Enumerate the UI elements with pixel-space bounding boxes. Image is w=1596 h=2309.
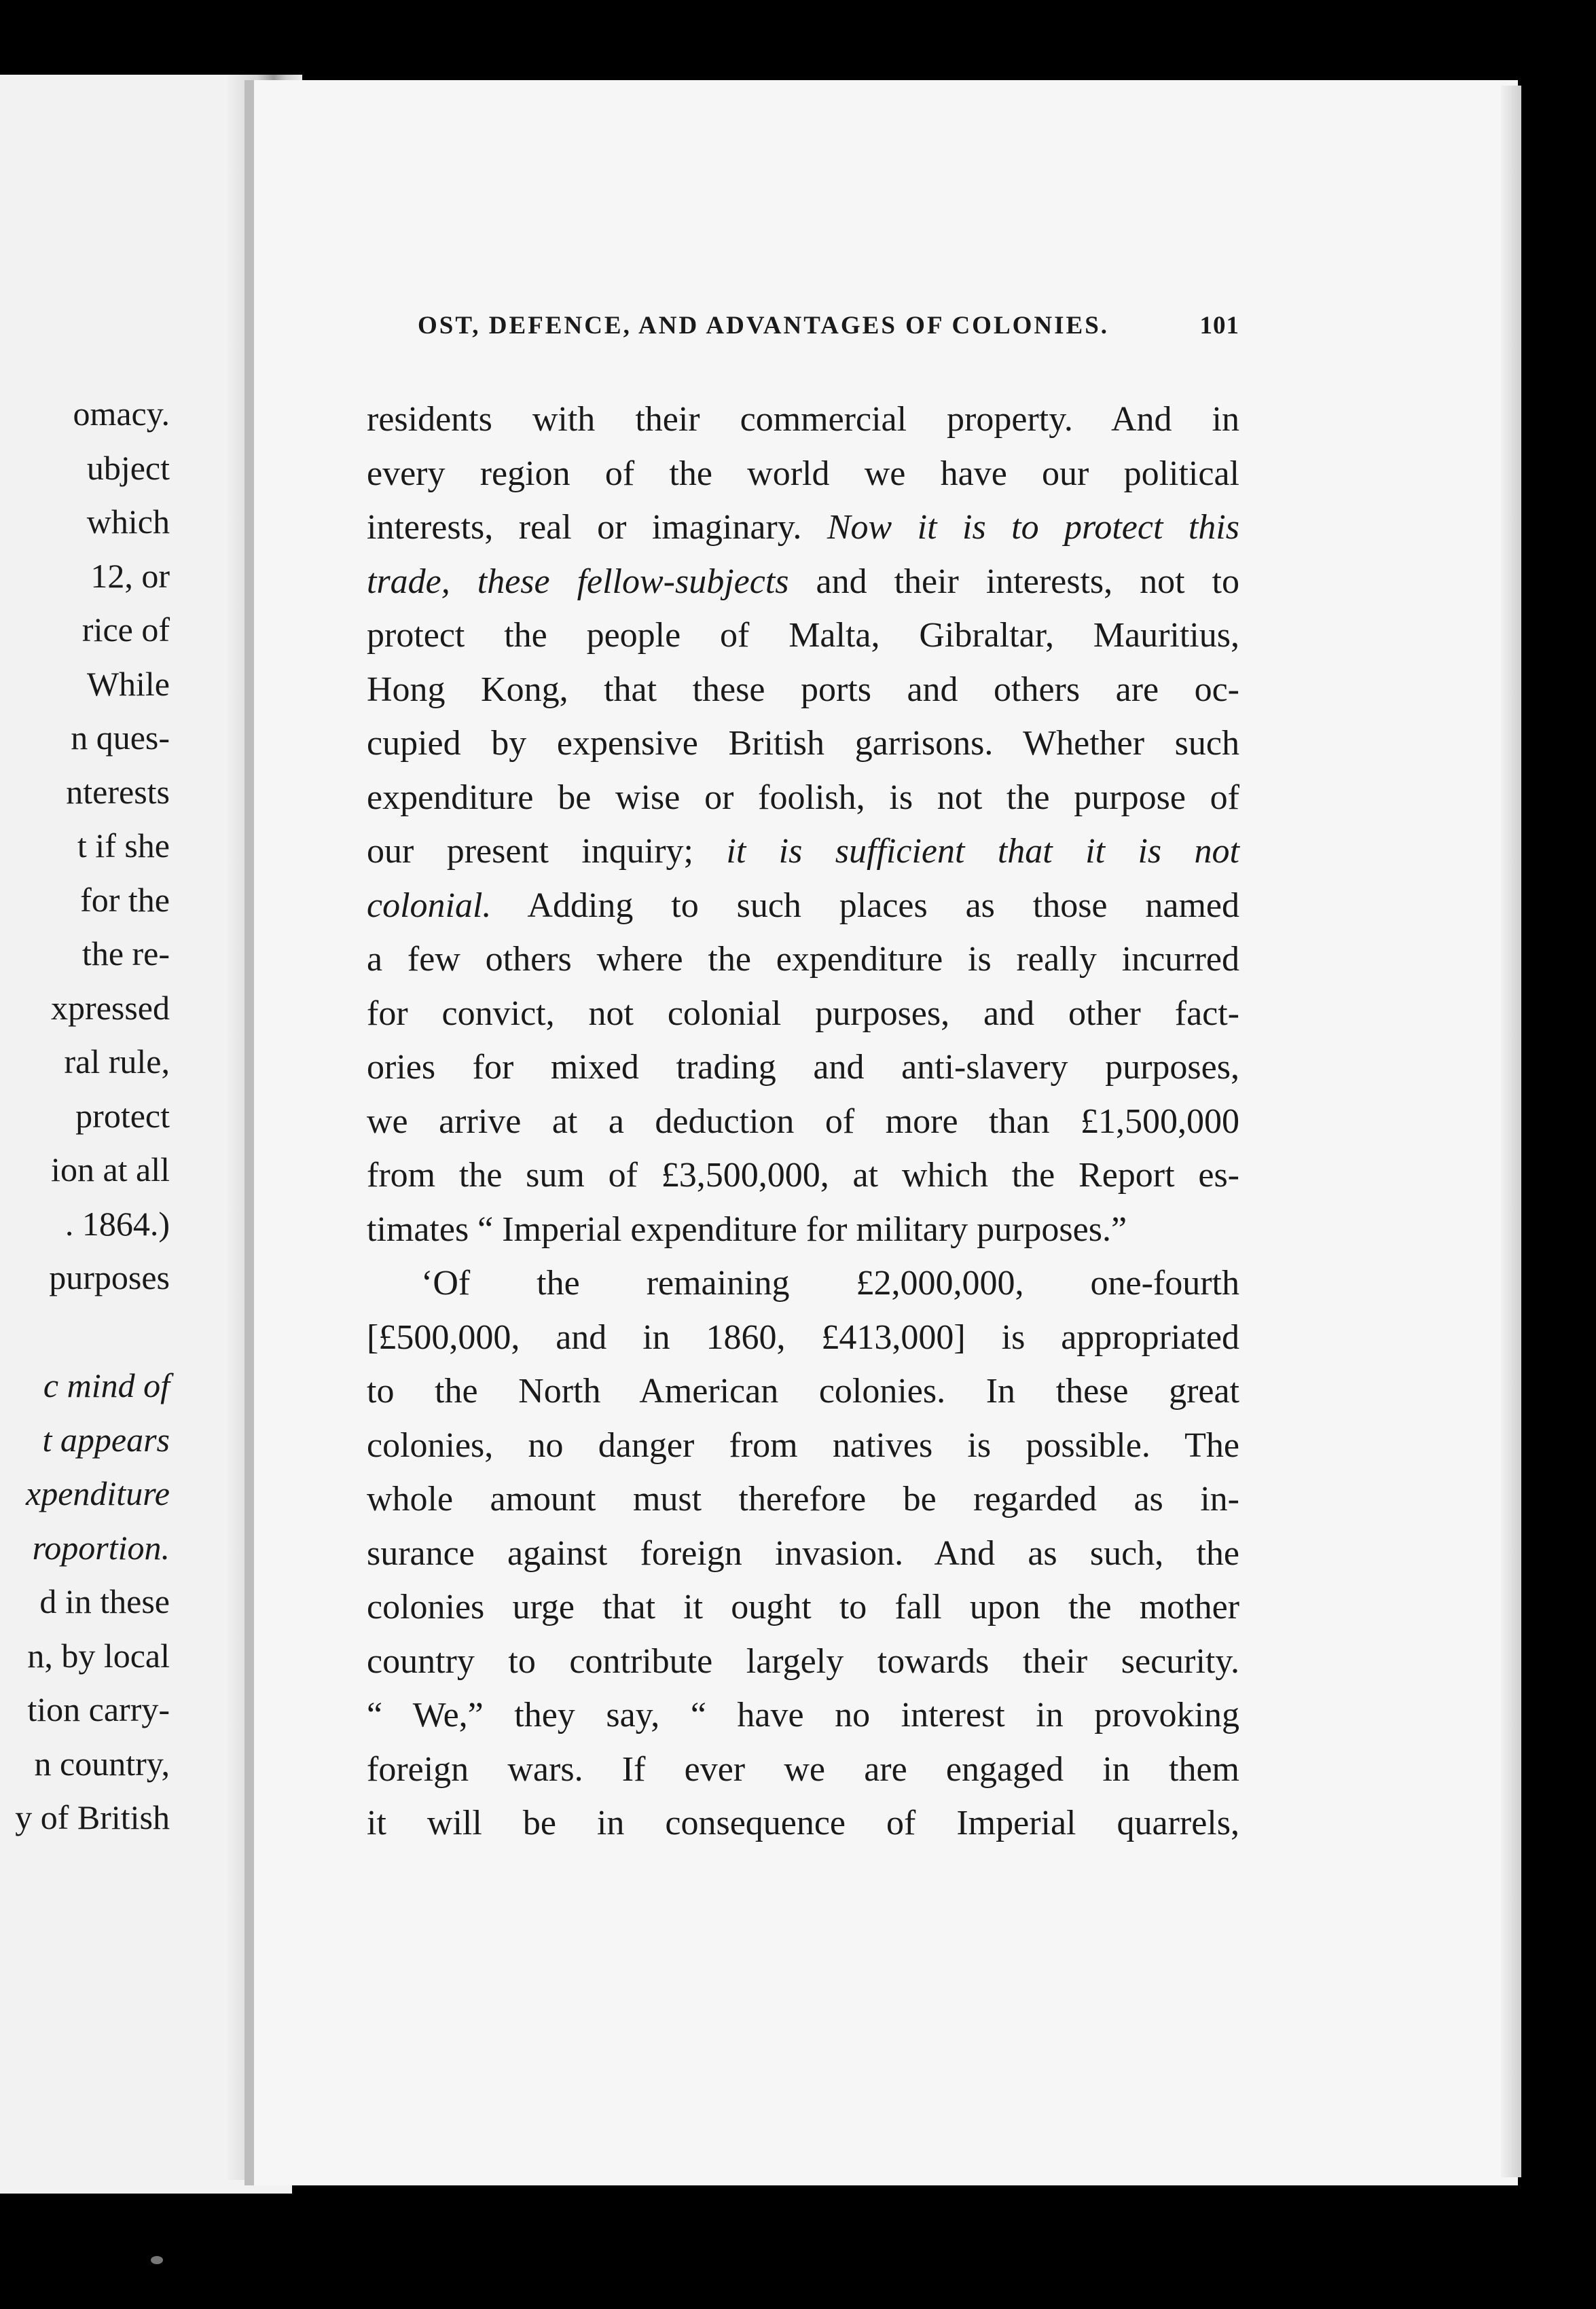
text-run: ories for mixed trading and anti-slavery purposes, (367, 1048, 1239, 1087)
previous-page-line: . 1864.) (65, 1204, 170, 1243)
text-line (367, 1419, 1239, 1473)
text-line (367, 1095, 1239, 1149)
text-line (367, 1040, 1239, 1095)
scan-speck (151, 2256, 163, 2264)
text-line (367, 932, 1239, 987)
text-line (367, 879, 1239, 933)
text-line (367, 1311, 1239, 1365)
previous-page-line: ion at all (51, 1150, 170, 1188)
text-line (367, 716, 1239, 771)
text-run: expenditure be wise or foolish, is not the purpose of (367, 778, 1239, 817)
previous-page-line: ral rule, (64, 1042, 170, 1080)
text-run: country to contribute largely towards their security. (367, 1641, 1239, 1681)
text-line (367, 1203, 1239, 1257)
previous-page-line: for the (80, 880, 170, 919)
previous-page-line: which (86, 503, 170, 541)
text-line (367, 1580, 1239, 1635)
text-run: and their interests, not to (788, 562, 1239, 601)
text-run: for convict, not colonial purposes, and other fact- (367, 994, 1239, 1033)
previous-page-line: tion carry- (27, 1690, 170, 1728)
text-line (367, 1635, 1239, 1689)
previous-page-line: xpressed (51, 988, 170, 1027)
text-run: whole amount must therefore be regarded as in- (367, 1480, 1239, 1519)
text-line (367, 393, 1239, 447)
italic-text: Now it is to protect this (827, 508, 1239, 547)
previous-page-line: rice of (81, 611, 170, 649)
previous-page-line: n, by local (27, 1636, 170, 1675)
text-run: timates “ Imperial expenditure for military purposes.” (367, 1210, 1127, 1249)
text-run: it will be in consequence of Imperial quarrels, (367, 1804, 1239, 1842)
text-run: Hong Kong, that these ports and others are oc- (367, 670, 1239, 709)
page-body (367, 393, 1239, 1851)
text-run: a few others where the expenditure is really incurred (367, 940, 1239, 979)
previous-page-line (15, 1305, 170, 1360)
text-run: colonies urge that it ought to fall upon the mother (367, 1588, 1239, 1626)
text-run: “ We,” they say, “ have no interest in provoking (367, 1696, 1239, 1734)
text-run: cupied by expensive British garrisons. Whether such (367, 724, 1239, 763)
previous-page-line: n ques- (71, 719, 170, 757)
italic-text: it is sufficient that it is not (726, 832, 1239, 871)
text-line (367, 447, 1239, 501)
text-line (367, 501, 1239, 555)
previous-page-line: d in these (39, 1582, 170, 1620)
text-line (367, 1527, 1239, 1581)
text-run: we arrive at a deduction of more than £1,500,000 (367, 1102, 1239, 1141)
text-run: Adding to such places as those named (491, 886, 1239, 925)
previous-page-line: xpenditure (26, 1474, 170, 1512)
previous-page-line: y of British (15, 1798, 170, 1836)
previous-page-line: the re- (81, 934, 170, 972)
previous-page-line: ubject (86, 448, 170, 487)
previous-page-line: omacy. (73, 395, 170, 433)
text-line (367, 1364, 1239, 1419)
text-line (367, 987, 1239, 1041)
text-line (367, 1688, 1239, 1743)
page-edge (1501, 86, 1521, 2177)
text-run: ‘Of the remaining £2,000,000, one-fourth (421, 1264, 1239, 1303)
text-line (367, 824, 1239, 879)
text-line (367, 771, 1239, 825)
previous-page-line: c mind of (43, 1366, 170, 1404)
text-run: surance against foreign invasion. And as such, the (367, 1533, 1239, 1573)
running-header (418, 311, 1239, 340)
text-run: every region of the world we have our political (367, 454, 1239, 493)
text-line (367, 1796, 1239, 1851)
previous-page-line: nterests (66, 772, 170, 811)
text-line (367, 1256, 1239, 1311)
text-line (367, 663, 1239, 717)
text-run: foreign wars. If ever we are engaged in them (367, 1749, 1239, 1789)
running-title: OST, DEFENCE, AND ADVANTAGES OF COLONIES. (418, 312, 1110, 340)
text-line (367, 1743, 1239, 1797)
italic-text: colonial. (367, 886, 492, 925)
text-line (367, 555, 1239, 609)
previous-page-line: protect (75, 1096, 170, 1135)
previous-page-line: 12, or (90, 556, 170, 595)
page-number: 101 (1199, 312, 1239, 340)
previous-page-line: t appears (42, 1420, 170, 1459)
previous-page-line: roportion. (32, 1528, 170, 1567)
previous-page-line: While (86, 664, 170, 703)
previous-page-text (15, 387, 170, 1845)
text-run: colonies, no danger from natives is possible. The (367, 1425, 1239, 1465)
text-line (367, 1472, 1239, 1527)
text-run: our present inquiry; (367, 832, 727, 871)
previous-page-line: t if she (77, 826, 170, 865)
text-line (367, 608, 1239, 663)
text-run: to the North American colonies. In these great (367, 1372, 1239, 1411)
text-run: from the sum of £3,500,000, at which the Report es- (367, 1156, 1239, 1195)
previous-page-line: n country, (34, 1744, 170, 1783)
text-run: [£500,000, and in 1860, £413,000] is appropriated (367, 1317, 1239, 1357)
text-run: interests, real or imaginary. (367, 508, 827, 547)
text-run: residents with their commercial property. And in (367, 400, 1239, 439)
previous-page-line: purposes (49, 1258, 170, 1296)
text-run: protect the people of Malta, Gibraltar, Mauritius, (367, 616, 1239, 655)
italic-text: trade, these fellow-subjects (367, 562, 789, 601)
text-line (367, 1148, 1239, 1203)
